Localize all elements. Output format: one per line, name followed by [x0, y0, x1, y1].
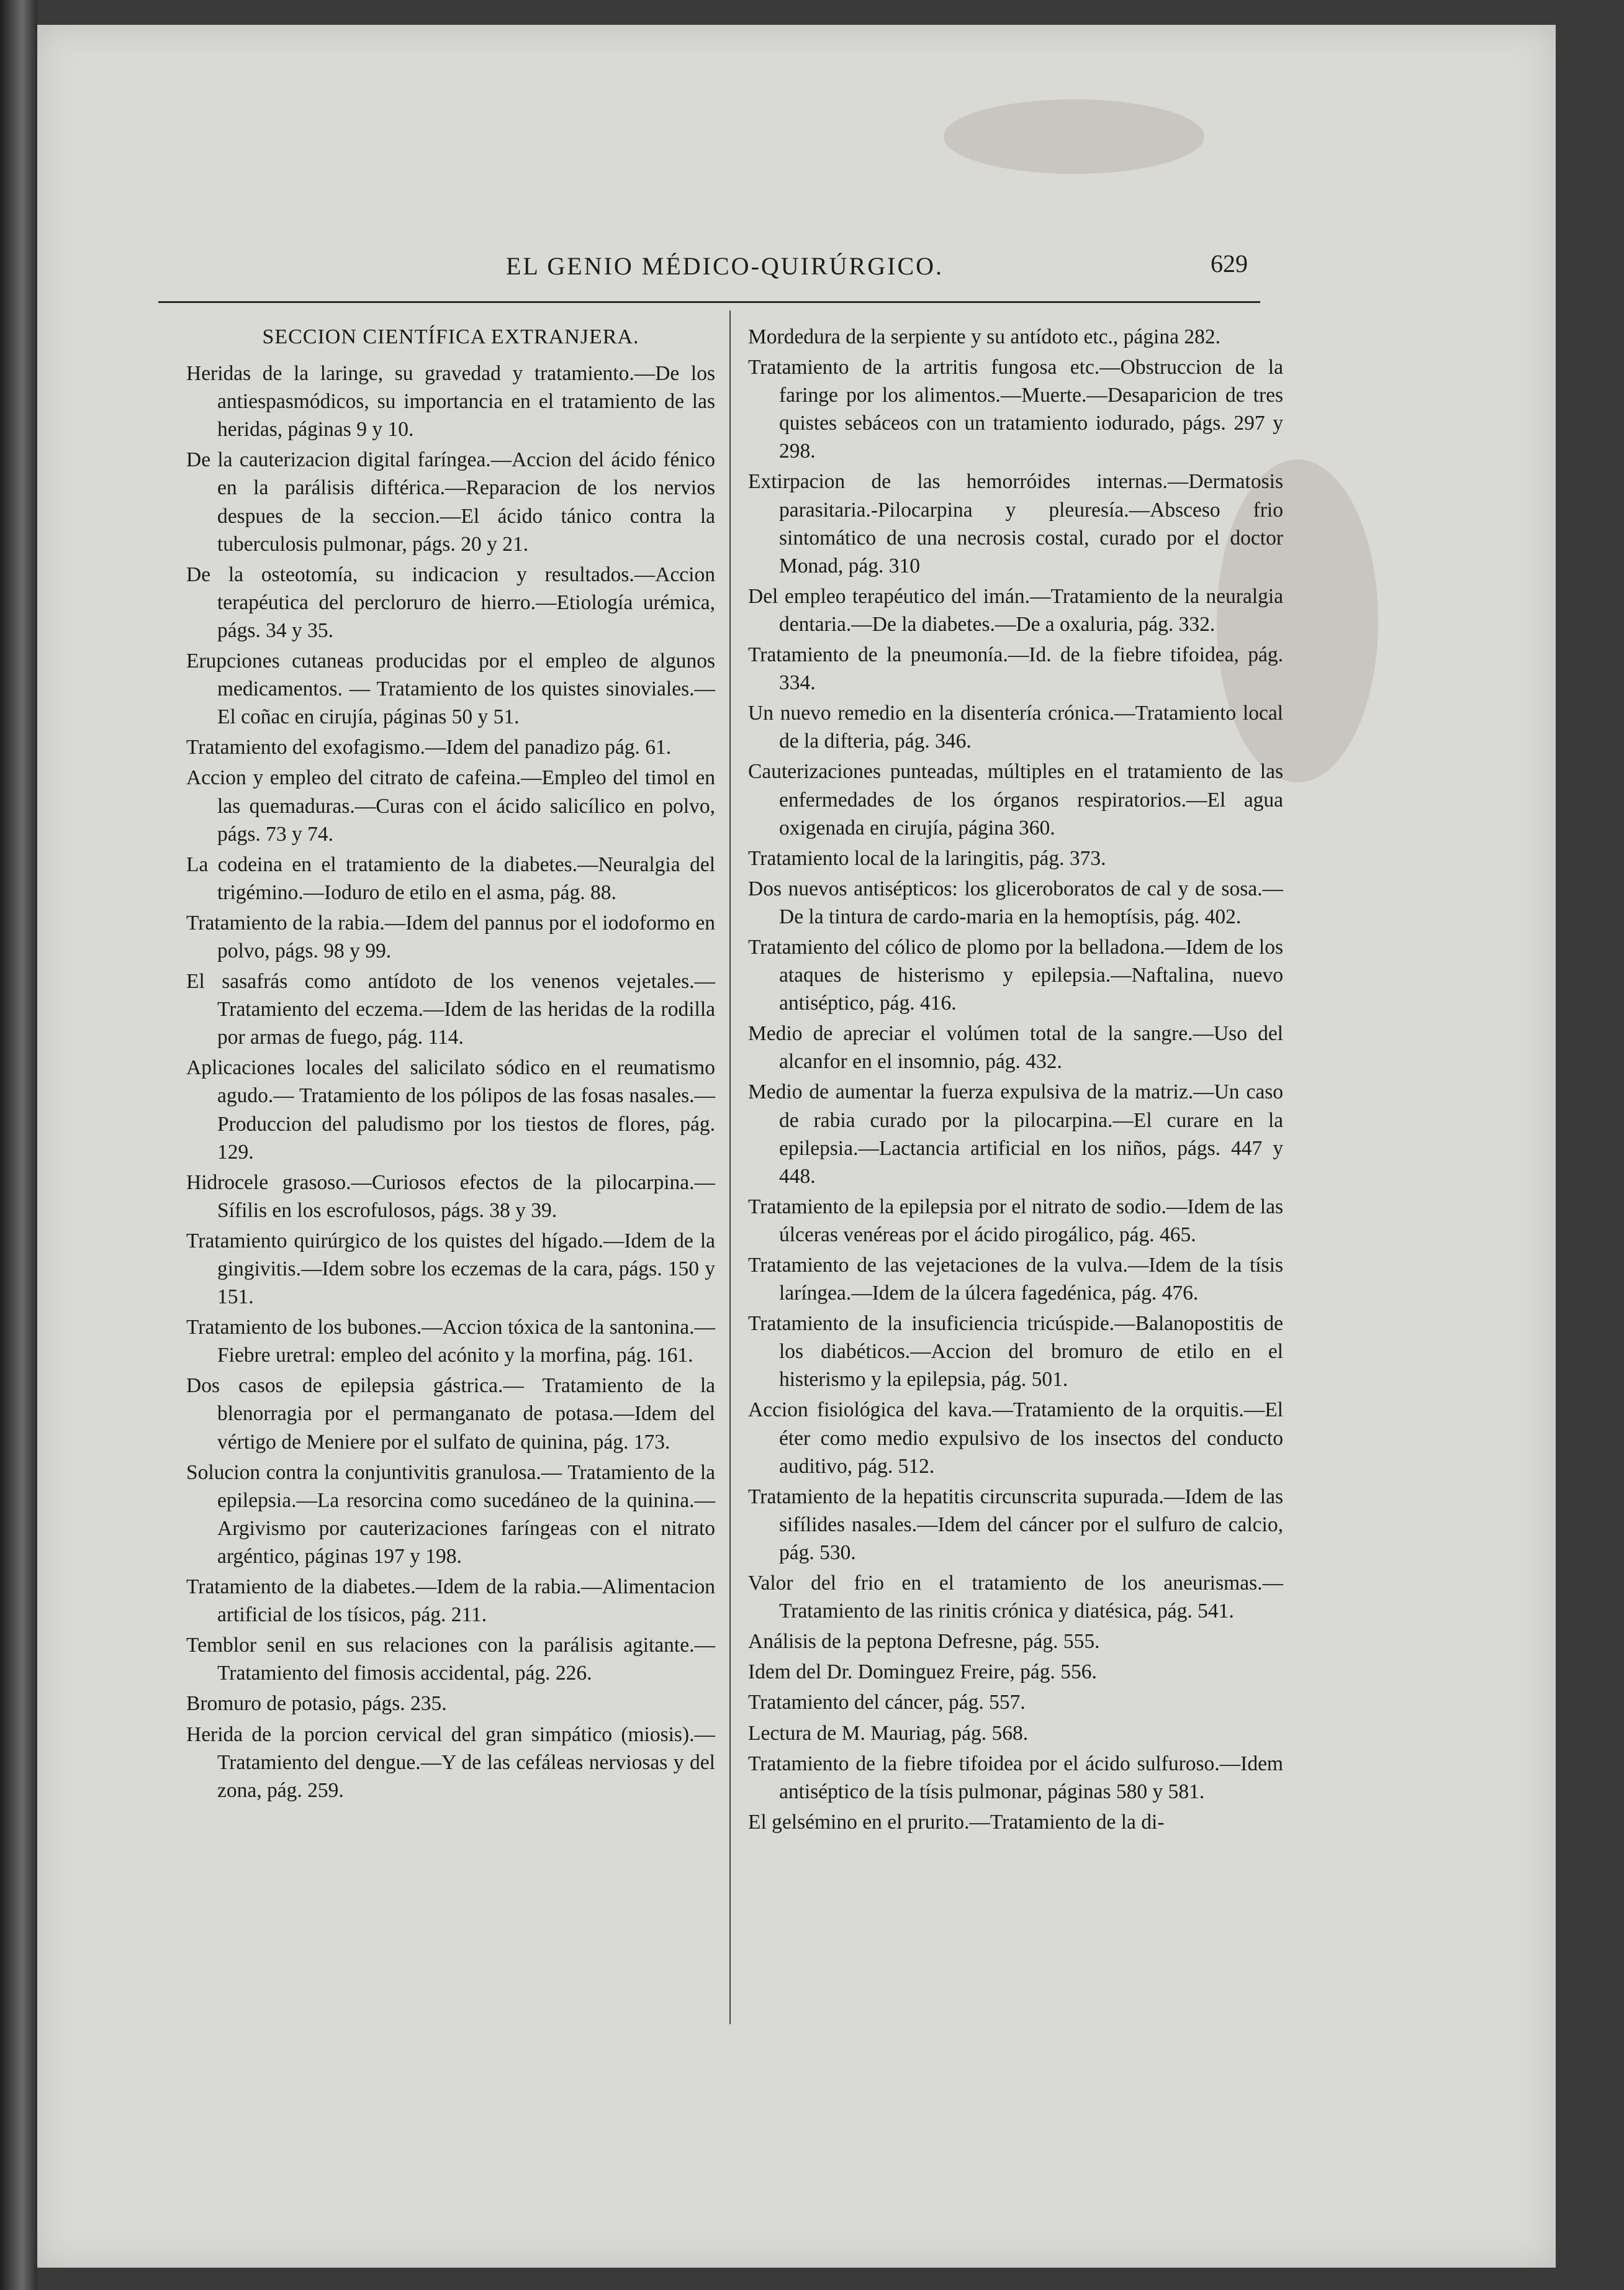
index-entry: De la osteotomía, su indicacion y resultados.—Accion terapéutica del percloruro de hierro.—Etiología urémica, págs. 34 y 35. — [186, 563, 715, 642]
index-entry: Mordedura de la serpiente y su antídoto etc., página 282. — [748, 325, 1220, 348]
index-entry: Lectura de M. Mauriag, pág. 568. — [748, 1721, 1029, 1745]
index-entry: Tratamiento de la diabetes.—Idem de la rabia.—Alimentacion artificial de los tísicos, pág. 211. — [186, 1575, 715, 1627]
index-entry: Solucion contra la conjuntivitis granulosa.— Tratamiento de la epilepsia.—La resorcina como sucedáneo de la quinina.—Argivismo por cauterizaciones faríngeas con el nitrato argéntico, páginas 197 y 198. — [186, 1460, 715, 1568]
index-entry: Temblor senil en sus relaciones con la parálisis agitante.—Tratamiento del fimosis accidental, pág. 226. — [186, 1634, 715, 1685]
index-entry: Bromuro de potasio, págs. 235. — [186, 1692, 447, 1716]
index-entry: Un nuevo remedio en la disentería crónica.—Tratamiento local de la difteria, pág. 346. — [748, 702, 1283, 753]
adjacent-page-edge — [0, 0, 37, 2290]
index-entry: Tratamiento quirúrgico de los quistes del hígado.—Idem de la gingivitis.—Idem sobre los eczemas de la cara, págs. 150 y 151. — [186, 1229, 715, 1309]
index-entry: Tratamiento de los bubones.—Accion tóxica de la santonina.—Fiebre uretral: empleo del acónito y la morfina, pág. 161. — [186, 1316, 715, 1367]
index-entry: Tratamiento del exofagismo.—Idem del panadizo pág. 61. — [186, 736, 672, 759]
index-entry: Heridas de la laringe, su gravedad y tratamiento.—De los antiespasmódicos, su importancia en el tratamiento de las heridas, páginas 9 y 10. — [186, 362, 715, 441]
index-entry: Erupciones cutaneas producidas por el empleo de algunos medicamentos. — Tratamiento de los quistes sinoviales.—El coñac en cirujía, páginas 50 y 51. — [186, 649, 715, 729]
index-entry: Accion fisiológica del kava.—Tratamiento de la orquitis.—El éter como medio expulsivo de los insectos del conducto auditivo, pág. 512. — [748, 1398, 1283, 1478]
section-heading: SECCION CIENTÍFICA EXTRANJERA. — [262, 325, 639, 348]
index-entry: De la cauterizacion digital faríngea.—Accion del ácido fénico en la parálisis diftérica.—Reparacion de los nervios despues de la seccion.—El ácido tánico contra la tuberculosis pulmonar, págs. 20 y 21. — [186, 448, 715, 556]
column-divider — [729, 310, 731, 2024]
index-entry: El sasafrás como antídoto de los venenos vejetales.—Tratamiento del eczema.—Idem de las heridas de la rodilla por armas de fuego, pág. 114. — [186, 970, 715, 1049]
index-entry: Tratamiento de la hepatitis circunscrita supurada.—Idem de las sifílides nasales.—Idem del cáncer por el sulfuro de calcio, pág. 530. — [748, 1485, 1283, 1564]
index-entry: Tratamiento de la epilepsia por el nitrato de sodio.—Idem de las úlceras venéreas por el ácido pirogálico, pág. 465. — [748, 1195, 1283, 1246]
index-entry: Tratamiento del cáncer, pág. 557. — [748, 1691, 1026, 1714]
index-entry: Medio de apreciar el volúmen total de la sangre.—Uso del alcanfor en el insomnio, pág. 432. — [748, 1022, 1283, 1074]
index-entry: Accion y empleo del citrato de cafeina.—Empleo del timol en las quemaduras.—Curas con el ácido salicílico en polvo, págs. 73 y 74. — [186, 766, 715, 846]
index-entry: Tratamiento de la artritis fungosa etc.—Obstruccion de la faringe por los alimentos.—Muerte.—Desaparicion de tres quistes sebáceos con un tratamiento iodurado, págs. 297 y 298. — [748, 356, 1283, 463]
index-entry: Tratamiento de la pneumonía.—Id. de la fiebre tifoidea, pág. 334. — [748, 643, 1283, 695]
index-entry: Tratamiento local de la laringitis, pág. 373. — [748, 846, 1106, 870]
index-entry: Tratamiento de las vejetaciones de la vulva.—Idem de la tísis laríngea.—Idem de la úlcera fagedénica, pág. 476. — [748, 1254, 1283, 1305]
index-entry: Valor del frio en el tratamiento de los aneurismas.—Tratamiento de las rinitis crónica y diatésica, pág. 541. — [748, 1572, 1283, 1623]
right-column — [748, 323, 1283, 1839]
index-entry: Tratamiento del cólico de plomo por la belladona.—Idem de los ataques de histerismo y epilepsia.—Naftalina, nuevo antiséptico, pág. 416. — [748, 935, 1283, 1015]
header-rule — [158, 301, 1260, 303]
index-entry: Aplicaciones locales del salicilato sódico en el reumatismo agudo.— Tratamiento de los pólipos de las fosas nasales.—Produccion del paludismo por los tiestos de flores, pág. 129. — [186, 1056, 715, 1164]
journal-title: EL GENIO MÉDICO-QUIRÚRGICO. — [506, 252, 944, 280]
index-entry: Tratamiento de la fiebre tifoidea por el ácido sulfuroso.—Idem antiséptico de la tísis pulmonar, páginas 580 y 581. — [748, 1752, 1283, 1803]
running-header — [149, 227, 1248, 301]
paper-stain — [944, 99, 1204, 174]
index-entry: Análisis de la peptona Defresne, pág. 555. — [748, 1630, 1100, 1654]
index-entry: Dos casos de epilepsia gástrica.— Tratamiento de la blenorragia por el permanganato de potasa.—Idem del vértigo de Meniere por el sulfato de quinina, pág. 173. — [186, 1374, 715, 1454]
left-column — [186, 323, 715, 1807]
index-entry: Medio de aumentar la fuerza expulsiva de la matriz.—Un caso de rabia curado por la pilocarpina.—El curare en la epilepsia.—Lactancia artificial en los niños, págs. 447 y 448. — [748, 1080, 1283, 1188]
index-entry: Herida de la porcion cervical del gran simpático (miosis).—Tratamiento del dengue.—Y de las cefáleas nerviosas y del zona, pág. 259. — [186, 1722, 715, 1802]
index-entry: Tratamiento de la rabia.—Idem del pannus por el iodoformo en polvo, págs. 98 y 99. — [186, 911, 715, 962]
index-entry: El gelsémino en el prurito.—Tratamiento de la di- — [748, 1810, 1165, 1834]
index-entry: Dos nuevos antisépticos: los gliceroboratos de cal y de sosa.—De la tintura de cardo-maria en la hemoptísis, pág. 402. — [748, 877, 1283, 928]
index-entry: Hidrocele grasoso.—Curiosos efectos de la pilocarpina.—Sífilis en los escrofulosos, págs. 38 y 39. — [186, 1170, 715, 1222]
index-entry: Extirpacion de las hemorróides internas.—Dermatosis parasitaria.-Pilocarpina y pleuresía.—Absceso frio sintomático de una necrosis costal, curado por el doctor Monad, pág. 310 — [748, 470, 1283, 577]
page-number: 629 — [1211, 250, 1248, 278]
index-entry: Del empleo terapéutico del imán.—Tratamiento de la neuralgia dentaria.—De la diabetes.—De a oxaluria, pág. 332. — [748, 584, 1283, 636]
index-entry: Cauterizaciones punteadas, múltiples en el tratamiento de las enfermedades de los órganos respiratorios.—El agua oxigenada en cirujía, página 360. — [748, 760, 1283, 840]
index-entry: La codeina en el tratamiento de la diabetes.—Neuralgia del trigémino.—Ioduro de etilo en el asma, pág. 88. — [186, 853, 715, 904]
index-entry: Tratamiento de la insuficiencia tricúspide.—Balanopostitis de los diabéticos.—Accion del bromuro de etilo en el histerismo y la epilepsia, pág. 501. — [748, 1312, 1283, 1392]
index-entry: Idem del Dr. Dominguez Freire, pág. 556. — [748, 1660, 1097, 1684]
